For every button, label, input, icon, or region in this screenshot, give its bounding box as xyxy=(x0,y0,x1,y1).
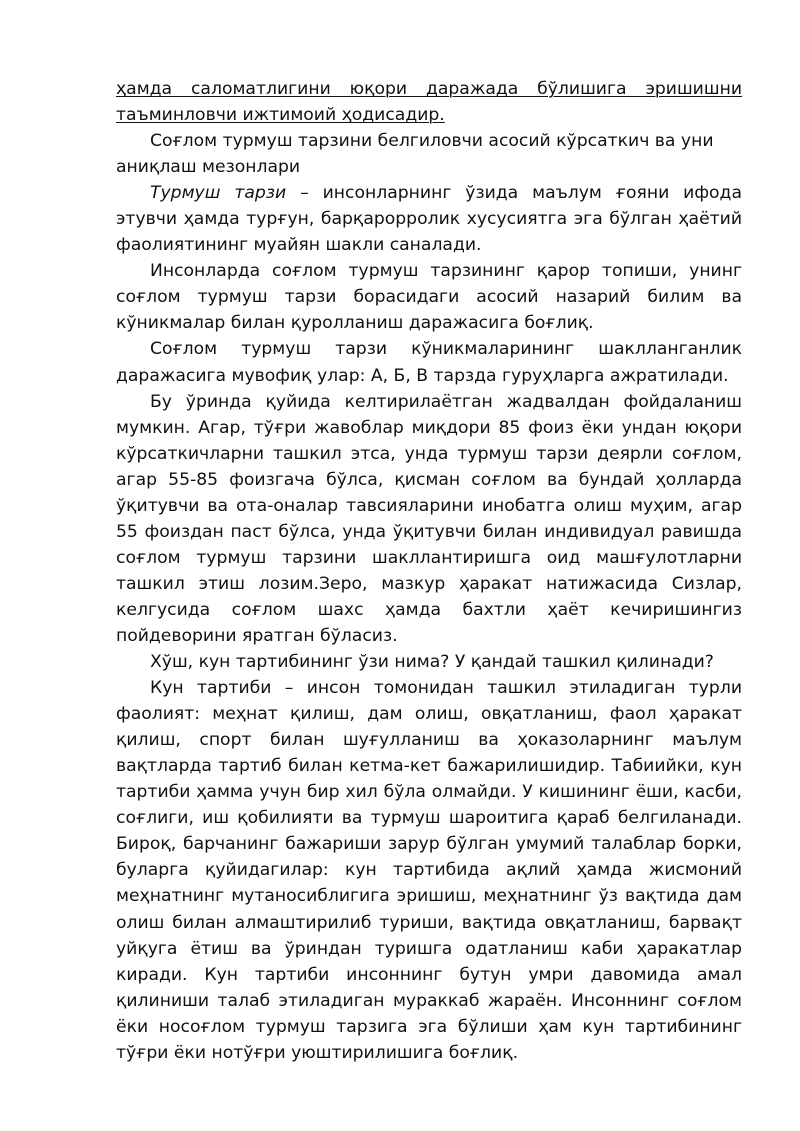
definition-text: – инсонларнинг ўзида маълум ғояни ифода этувчи ҳамда турғун, барқарорролик хусусиятга эга бўлган ҳаётий фаолиятининг муайян шакли саналади. xyxy=(116,183,742,256)
document-page xyxy=(116,76,742,1066)
term-lifestyle: Турмуш тарзи xyxy=(150,183,287,204)
paragraph-groups: Соғлом турмуш тарзи кўникмаларининг шаклланганлик даражасига мувофиқ улар: А, Б, В тарзда гуруҳларга ажратилади. xyxy=(116,339,742,386)
paragraph-daily-routine: Кун тартиби – инсон томонидан ташкил этиладиган турли фаолият: меҳнат қилиш, дам олиш, овқатланиш, фаол ҳаракат қилиш, спорт билан шуғулланиш ва ҳоказоларнинг маълум вақтларда тартиб билан кетма-кет бажарилишидир. Табиийки, кун тартиби ҳамма учун бир хил бўла олмайди. У кишининг ёши, касби, соғлиги, иш қобилияти ва турмуш шароитига қараб белгиланади. Бироқ, барчанинг бажариши зарур бўлган умумий талаблар борки, буларга қуйидагилар: кун тартибида ақлий ҳамда жисмоний меҳнатнинг мутаносиблигига эришиш, меҳнатнинг ўз вақтида дам олиш билан алмаштирилиб туриши, вақтида овқатланиш, барвақт уйқуга ётиш ва ўриндан туришга одатланиш каби ҳаракатлар киради. Кун тартиби инсоннинг бутун умри давомида амал қилиниши талаб этиладиган мураккаб жараён. Инсоннинг соғлом ёки носоғлом турмуш тарзига эга бўлиши ҳам кун тартибининг тўғри ёки нотўғри уюштирилишига боғлиқ. xyxy=(116,678,742,1063)
paragraph-intro-continuation: ҳамда саломатлигини юқори даражада бўлишига эришишни таъминловчи ижтимоий ҳодисадир. xyxy=(116,79,742,126)
paragraph-evaluation: Бу ўринда қуйида келтирилаётган жадвалдан фойдаланиш мумкин. Агар, тўғри жавоблар миқдори 85 фоиз ёки ундан юқори кўрсаткичларни ташкил этса, унда турмуш тарзи деярли соғлом, агар 55-85 фоизгача бўлса, қисман соғлом ва бундай ҳолларда ўқитувчи ва ота-оналар тавсияларини инобатга олиш муҳим, агар 55 фоиздан паст бўлса, унда ўқитувчи билан индивидуал равишда соғлом турмуш тарзини шакллантиришга оид машғулотларни ташкил этиш лозим.Зеро, мазкур ҳаракат натижасида Сизлар, келгусида соғлом шахс ҳамда бахтли ҳаёт кечиришингиз пойдеворини яратган бўласиз. xyxy=(116,391,742,646)
paragraph-formation: Инсонларда соғлом турмуш тарзининг қарор топиши, унинг соғлом турмуш тарзи борасидаги асосий назарий билим ва кўникмалар билан қуролланиш даражасига боғлиқ. xyxy=(116,261,742,334)
paragraph-question: Хўш, кун тартибининг ўзи нима? У қандай ташкил қилинади? xyxy=(150,652,714,673)
paragraph-definition xyxy=(116,180,742,258)
section-heading: Соғлом турмуш тарзини белгиловчи асосий кўрсаткич ва уни аниқлаш мезонлари xyxy=(116,131,714,178)
